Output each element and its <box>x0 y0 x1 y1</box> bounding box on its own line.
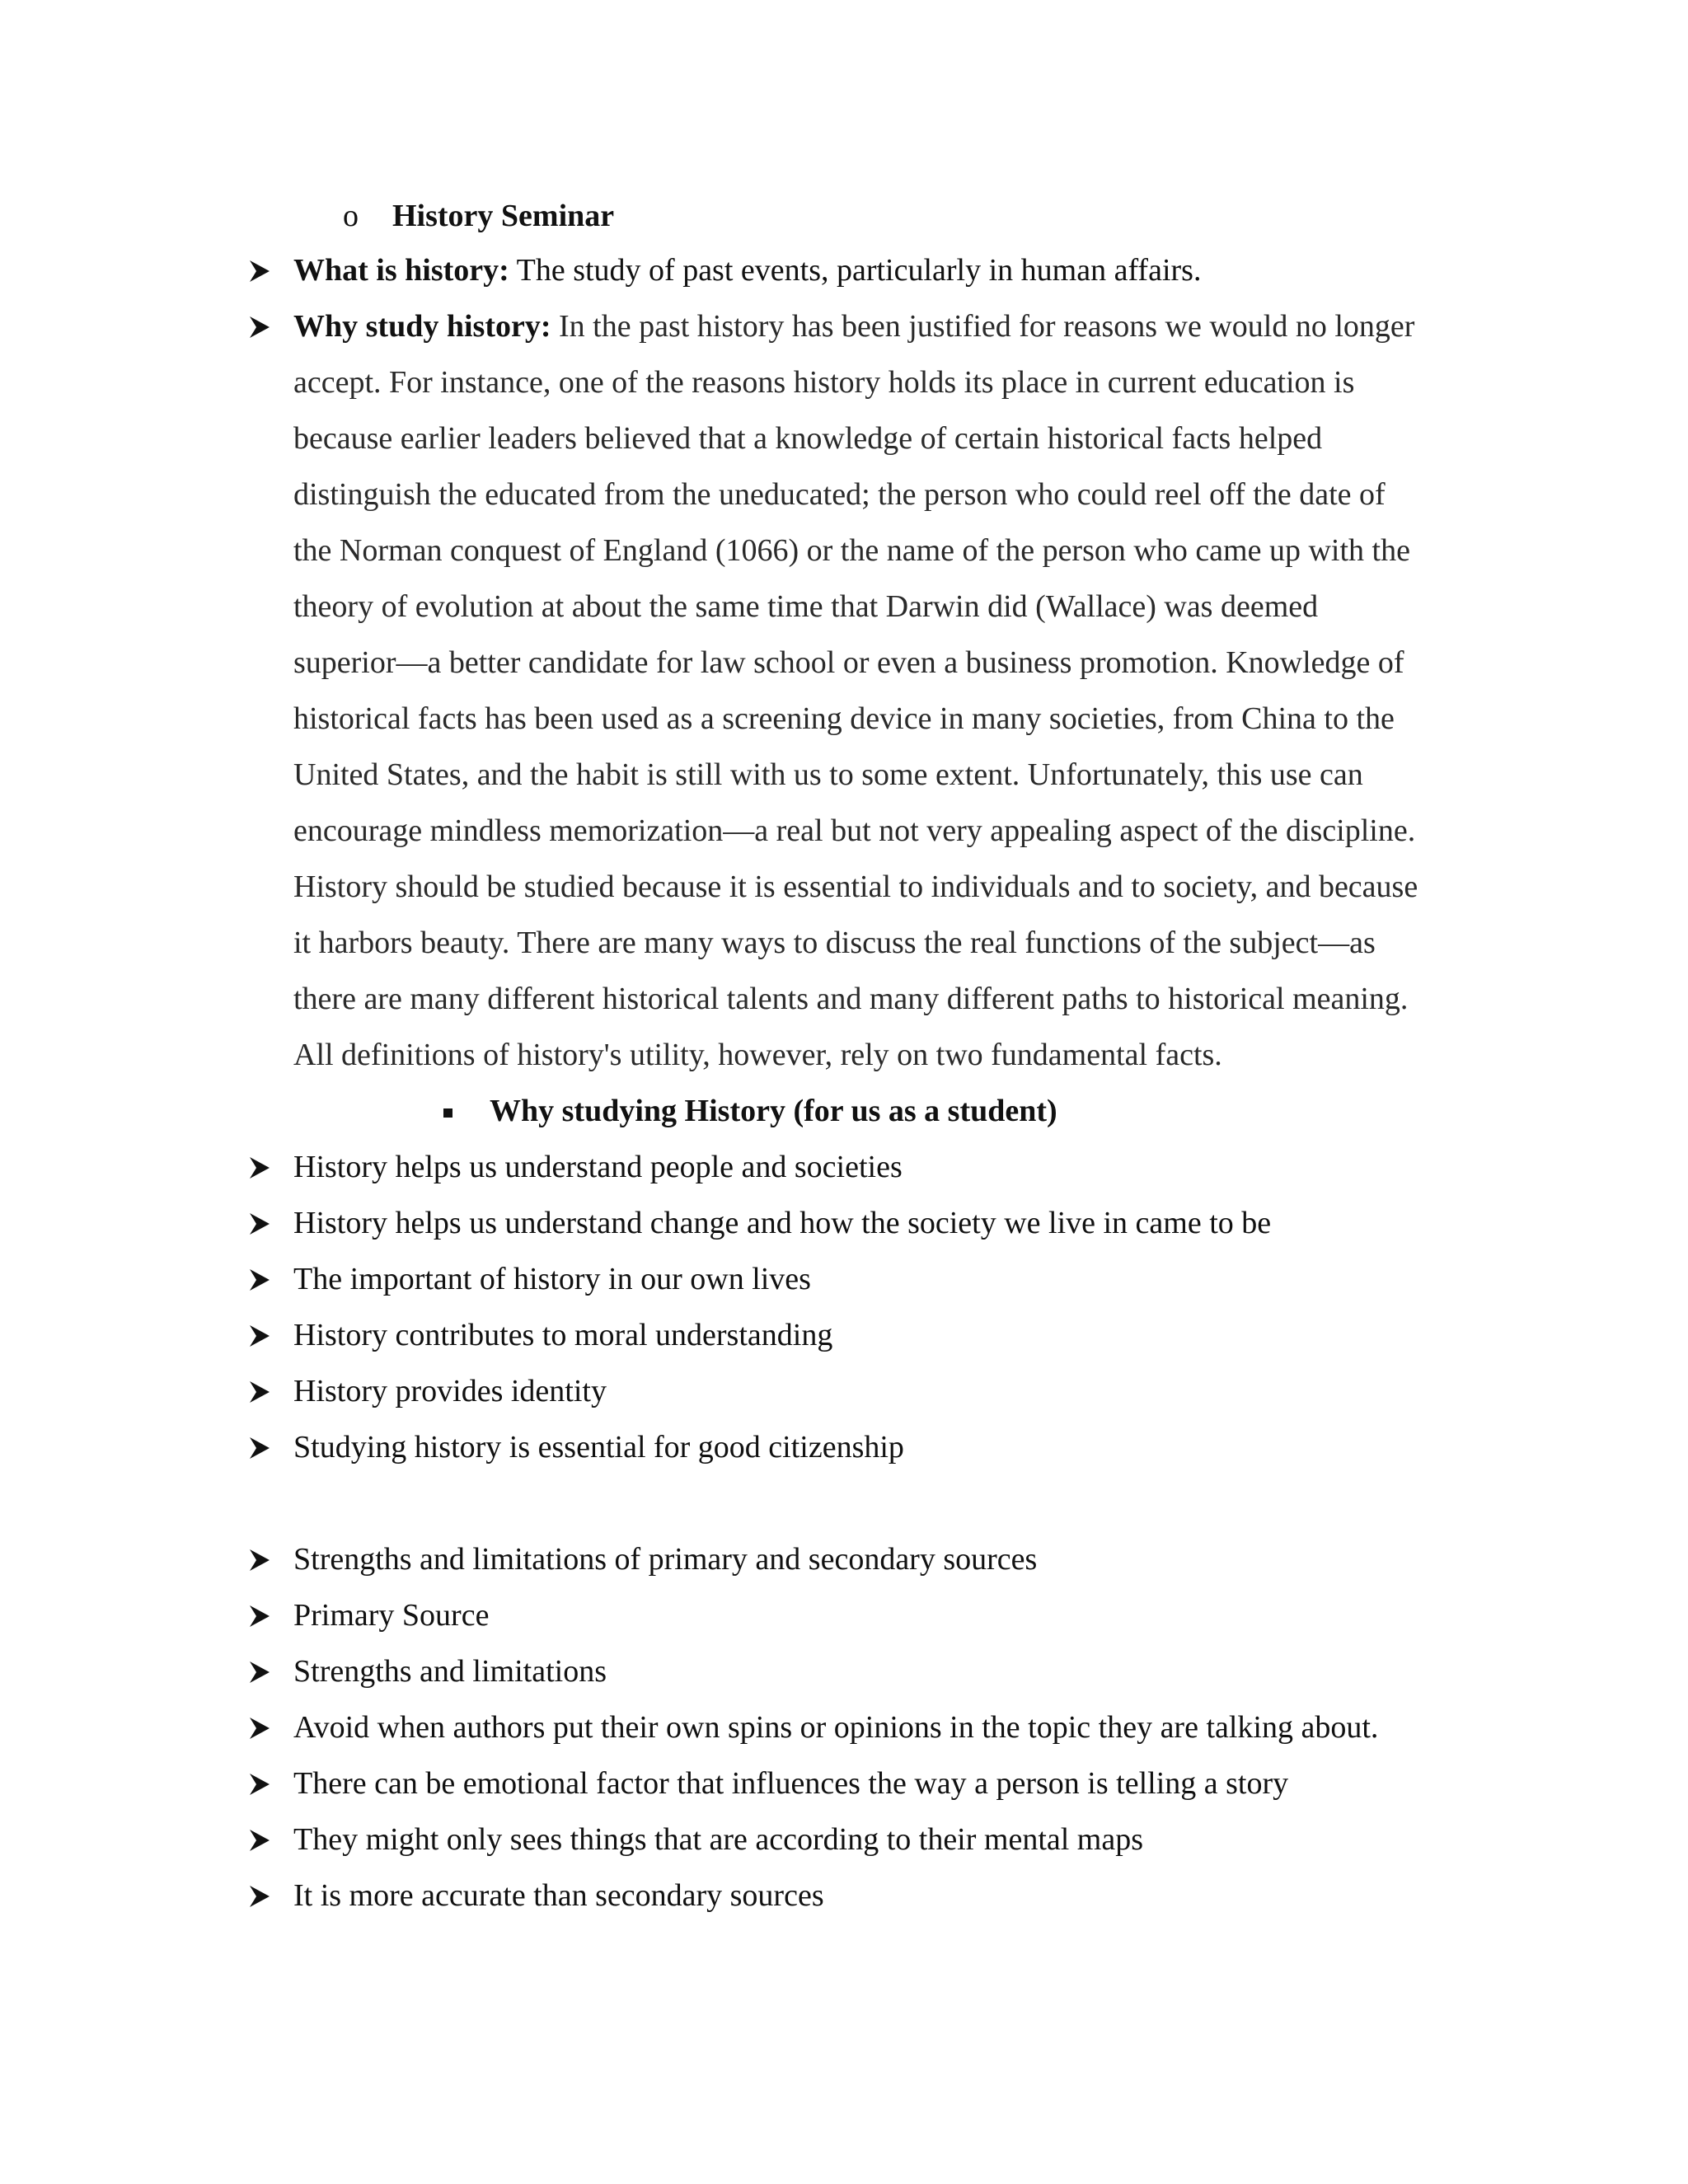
arrow-bullet-icon <box>247 1380 272 1404</box>
list-item: It is more accurate than secondary sources <box>293 1878 824 1913</box>
arrow-bullet-icon <box>247 1716 272 1741</box>
list-item: There can be emotional factor that influences the way a person is telling a story <box>293 1766 1289 1801</box>
what-is-history-item <box>293 242 1201 298</box>
section-heading: History Seminar <box>392 199 615 233</box>
list-item: The important of history in our own lives <box>293 1262 811 1296</box>
arrow-bullet-icon <box>247 1548 272 1572</box>
arrow-bullet-icon <box>247 1660 272 1685</box>
paragraph-line: accept. For instance, one of the reasons history holds its place in current education is <box>293 365 1355 400</box>
paragraph-line: historical facts has been used as a screening device in many societies, from China to the <box>293 701 1395 736</box>
paragraph-line: distinguish the educated from the uneducated; the person who could reel off the date of <box>293 477 1386 512</box>
what-is-history-label: What is history: <box>293 253 509 288</box>
paragraph-line: because earlier leaders believed that a knowledge of certain historical facts helped <box>293 421 1323 456</box>
paragraph-line: the Norman conquest of England (1066) or the name of the person who came up with the <box>293 533 1410 568</box>
why-study-history-item <box>293 298 1414 354</box>
arrow-bullet-icon <box>247 1324 272 1348</box>
why-study-history-first-line: In the past history has been justified for reasons we would no longer <box>551 309 1415 344</box>
arrow-bullet-icon <box>247 1828 272 1853</box>
arrow-bullet-icon <box>247 1772 272 1797</box>
arrow-bullet-icon <box>247 1155 272 1180</box>
list-item: History helps us understand people and societies <box>293 1150 903 1184</box>
list-item: History provides identity <box>293 1374 607 1408</box>
arrow-bullet-icon <box>247 1604 272 1629</box>
arrow-bullet-icon <box>247 1884 272 1909</box>
paragraph-line: superior—a better candidate for law school or even a business promotion. Knowledge of <box>293 645 1404 680</box>
paragraph-line: All definitions of history's utility, however, rely on two fundamental facts. <box>293 1038 1222 1072</box>
what-is-history-text: The study of past events, particularly in human affairs. <box>509 253 1202 288</box>
arrow-bullet-icon <box>247 315 272 340</box>
list-item: Studying history is essential for good citizenship <box>293 1430 904 1465</box>
subheading: Why studying History (for us as a student) <box>490 1094 1057 1128</box>
arrow-bullet-icon <box>247 1268 272 1292</box>
arrow-bullet-icon <box>247 1212 272 1236</box>
paragraph-line: encourage mindless memorization—a real but not very appealing aspect of the discipline. <box>293 813 1416 848</box>
paragraph-line: there are many different historical talents and many different paths to historical meaning. <box>293 982 1409 1016</box>
paragraph-line: theory of evolution at about the same time that Darwin did (Wallace) was deemed <box>293 589 1319 624</box>
why-study-history-label: Why study history: <box>293 309 551 344</box>
list-item: History contributes to moral understanding <box>293 1318 833 1352</box>
list-item: Primary Source <box>293 1598 490 1633</box>
list-item: History helps us understand change and how the society we live in came to be <box>293 1206 1272 1240</box>
square-bullet-icon <box>443 1108 452 1118</box>
arrow-bullet-icon <box>247 1436 272 1460</box>
circle-bullet: o <box>343 199 359 233</box>
paragraph-line: History should be studied because it is essential to individuals and to society, and because <box>293 869 1418 904</box>
list-item: Strengths and limitations <box>293 1654 607 1689</box>
list-item: Strengths and limitations of primary and secondary sources <box>293 1542 1038 1577</box>
paragraph-line: United States, and the habit is still with us to some extent. Unfortunately, this use can <box>293 757 1363 792</box>
paragraph-line: it harbors beauty. There are many ways to discuss the real functions of the subject—as <box>293 926 1376 960</box>
arrow-bullet-icon <box>247 259 272 284</box>
list-item: Avoid when authors put their own spins or opinions in the topic they are talking about. <box>293 1710 1379 1745</box>
list-item: They might only sees things that are according to their mental maps <box>293 1822 1144 1857</box>
